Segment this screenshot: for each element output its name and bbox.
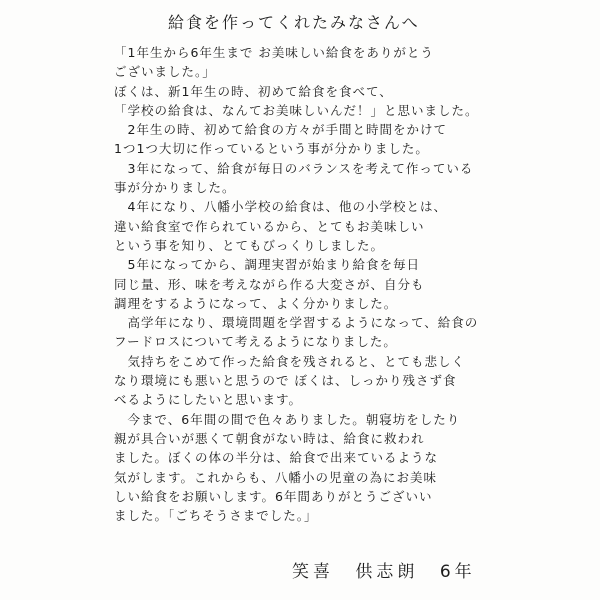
signature (292, 557, 476, 582)
letter-line: しい給食をお願いします。6年間ありがとうございい (114, 488, 433, 504)
letter-line: という事を知り、とてもびっくりしました。 (114, 237, 385, 253)
letter-line: ございました。」 (114, 64, 216, 80)
letter-title: 給食を作ってくれたみなさんへ (168, 13, 420, 32)
letter-line: 調理をするようになって、よく分かりました。 (114, 295, 398, 311)
letter-line: 「学校の給食は、なんてお美味しいんだ！」と思いました。 (114, 102, 479, 118)
letter-line: 5年になってから、調理実習が始まり給食を毎日 (114, 257, 420, 273)
letter-line: フードロスについて考えるようになりました。 (114, 334, 397, 350)
letter-line: 気持ちをこめて作った給食を残されると、とても悲しく (114, 353, 466, 369)
letter-line: 「1年生から6年生まで お美味しい給食をありがとう (114, 45, 434, 60)
letter-line: 4年になり、八幡小学校の給食は、他の小学校とは、 (114, 199, 447, 215)
letter-body (114, 43, 594, 525)
letter-line: ました。「ごちそうさまでした。」 (114, 508, 318, 524)
letter-line: なり環境にも悪いと思うので ぼくは、しっかり残さず食 (114, 373, 457, 389)
letter-line: 親が具合いが悪くて朝食がない時は、給食に救われ (114, 430, 425, 446)
letter-line: 今まで、6年間の間で色々ありました。朝寝坊をしたり (114, 411, 461, 427)
letter-line: 違い給食室で作られているから、とてもお美味しい (114, 218, 425, 234)
letter-line: 2年生の時、初めて給食の方々が手間と時間をかけて (114, 122, 447, 138)
letter-line: 同じ量、形、味を考えながら作る大変さが、自分も (114, 276, 425, 292)
letter-line: 気がします。これからも、八幡小の児童の為にお美味 (114, 469, 438, 485)
signature-grade: 6年 (439, 562, 476, 582)
letter-line: 3年になって、給食が毎日のバランスを考えて作っている (114, 160, 474, 176)
letter-line: 事が分かりました。 (114, 180, 236, 196)
letter-line: べるようにしたいと思います。 (114, 392, 303, 408)
letter-line: 1つ1つ大切に作っているという事が分かりました。 (114, 141, 429, 157)
signature-name: 笑喜 供志朗 (292, 562, 419, 582)
letter-line: ました。ぼくの体の半分は、給食で出来ているような (114, 450, 439, 466)
letter-line: ぼくは、新1年生の時、初めて給食を食べて、 (114, 83, 393, 99)
letter-line: 高学年になり、環境問題を学習するようになって、給食の (114, 315, 479, 331)
